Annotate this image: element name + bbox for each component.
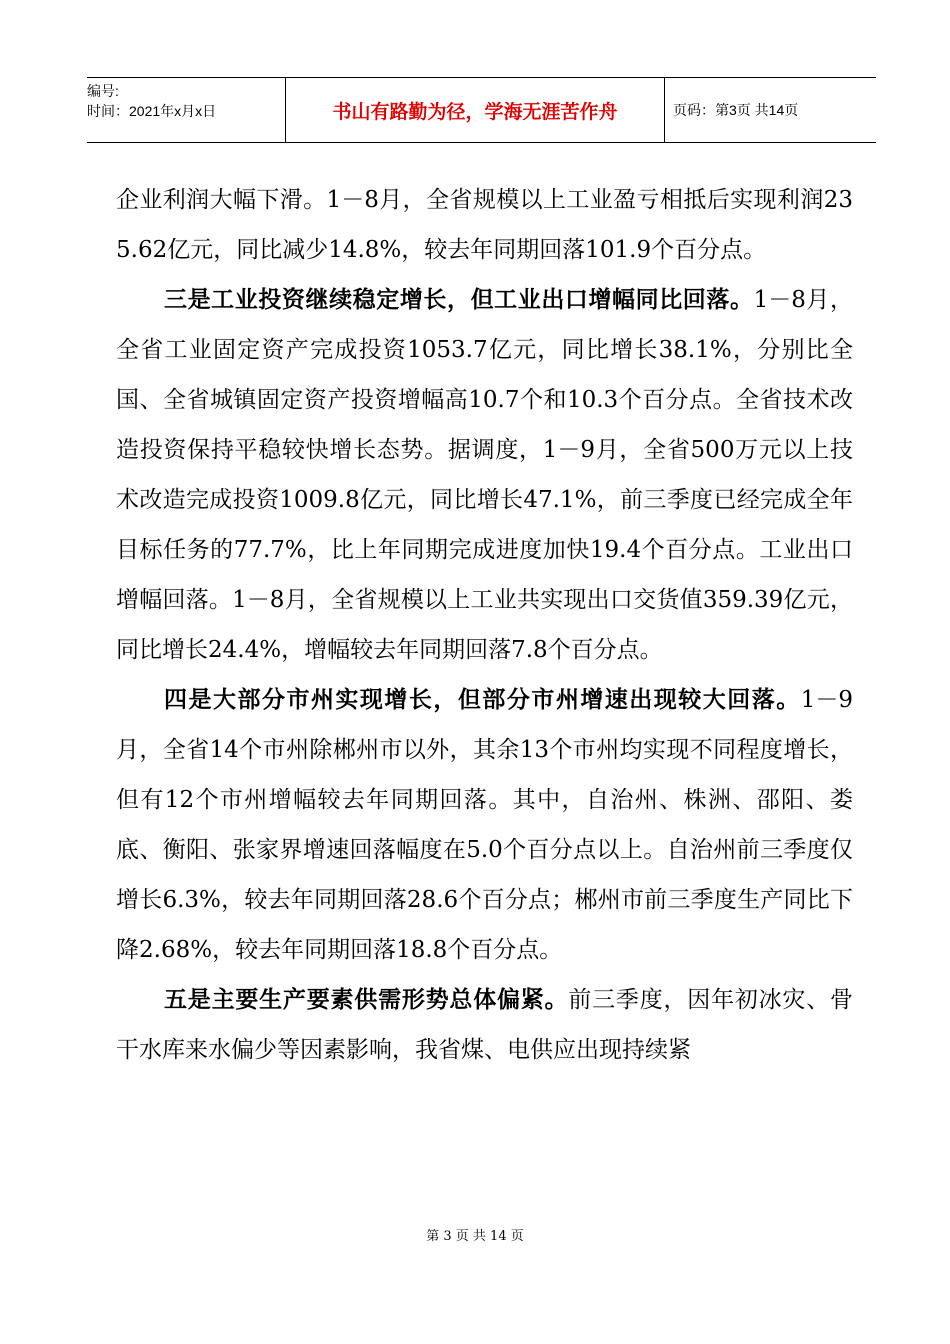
doc-number-label: 编号: [87, 83, 119, 99]
header-motto: 书山有路勤为径，学海无涯苦作舟 [285, 78, 665, 142]
page-footer: 第 3 页 共 14 页 [426, 1229, 524, 1244]
page-header [87, 77, 876, 143]
header-meta [87, 78, 285, 142]
paragraph-lead: 三是工业投资继续稳定增长，但工业出口增幅同比回落。 [164, 286, 754, 313]
paragraph-text: 1－8月，全省工业固定资产完成投资1053.7亿元，同比增长38.1%，分别比全国、全省城镇固定资产投资增幅高10.7个和10.3个百分点。全省技术改造投资保持平稳较快增长态势。据调度，1－9月，全省500万元以上技术改造完成投资1009.8亿元，同比增长47.1%，前三季度已经完成全年目标任务的77.7%，比上年同期完成进度加快19.4个百分点。工业出口增幅回落。1－8月，全省规模以上工业共实现出口交货值359.39亿元，同比增长24.4%，增幅较去年同期回落7.8个百分点。 [116, 287, 853, 663]
paragraph-cities [116, 675, 853, 975]
document-body [116, 175, 853, 1075]
doc-time-label: 时间：2021年x月x日 [87, 103, 217, 119]
paragraph-investment [116, 275, 853, 675]
header-page-info: 页码：第3页 共14页 [673, 102, 799, 118]
paragraph-profit [116, 175, 853, 275]
paragraph-text: 1－9月，全省14个市州除郴州市以外，其余13个市州均实现不同程度增长，但有12个市州增幅较去年同期回落。其中，自治州、株洲、邵阳、娄底、衡阳、张家界增速回落幅度在5.0个百分点以上。自治州前三季度仅增长6.3%，较去年同期回落28.6个百分点；郴州市前三季度生产同比下降2.68%，较去年同期回落18.8个百分点。 [116, 687, 853, 963]
paragraph-lead: 四是大部分市州实现增长，但部分市州增速出现较大回落。 [164, 686, 801, 713]
paragraph-text: 企业利润大幅下滑。1－8月，全省规模以上工业盈亏相抵后实现利润235.62亿元，同比减少14.8%，较去年同期回落101.9个百分点。 [116, 187, 853, 263]
paragraph-supply [116, 975, 853, 1075]
paragraph-lead: 五是主要生产要素供需形势总体偏紧。 [164, 986, 569, 1013]
paragraph-text: 前三季度，因年初冰灾、骨干水库来水偏少等因素影响，我省煤、电供应出现持续紧 [116, 987, 854, 1063]
